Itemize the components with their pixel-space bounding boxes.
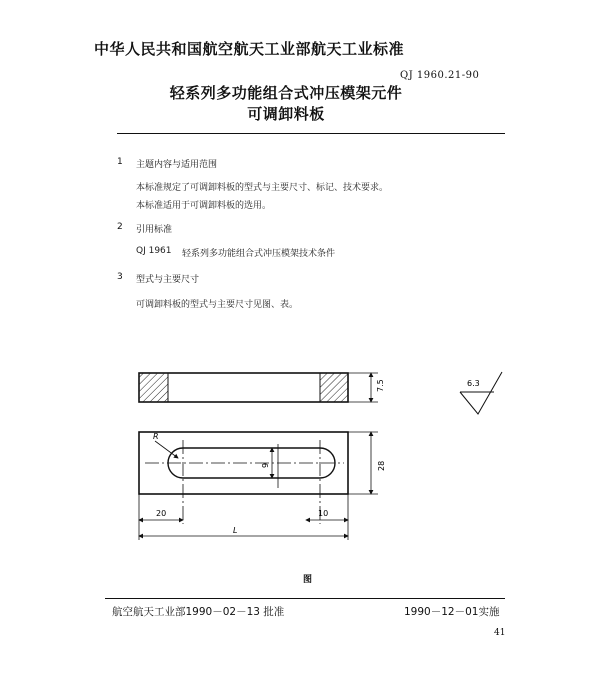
dim-left-offset: 20 xyxy=(156,509,167,518)
figure-caption: 图 xyxy=(303,575,313,585)
section-3-paragraph: 可调卸料板的型式与主要尺寸见图、表。 xyxy=(136,300,299,310)
reference-title: 轻系列多功能组合式冲压模架技术条件 xyxy=(182,249,336,259)
dim-right-offset: 10 xyxy=(318,509,329,518)
section-3-heading: 型式与主要尺寸 xyxy=(136,275,200,285)
approval-date: 航空航天工业部1990－02－13 批准 xyxy=(112,606,285,618)
roughness-value: 6.3 xyxy=(467,379,480,388)
dim-radius: R xyxy=(153,432,159,441)
section-1-paragraph: 本标准适用于可调卸料板的选用。 xyxy=(136,201,272,211)
issuing-organization: 中华人民共和国航空航天工业部航天工业标准 xyxy=(94,40,405,58)
document-title: 轻系列多功能组合式冲压模架元件 xyxy=(169,84,403,102)
section-1-heading: 主题内容与适用范围 xyxy=(136,160,218,170)
section-1-paragraph: 本标准规定了可调卸料板的型式与主要尺寸、标记、技术要求。 xyxy=(136,183,389,193)
side-view xyxy=(139,373,378,402)
dim-length: L xyxy=(233,526,238,535)
reference-code: QJ 1961 xyxy=(136,246,172,256)
page-number: 41 xyxy=(494,628,506,638)
footer-divider xyxy=(105,598,505,599)
dim-width: 28 xyxy=(377,460,386,471)
section-2-heading: 引用标准 xyxy=(136,225,173,235)
section-2-number: 2 xyxy=(117,222,123,232)
section-1-number: 1 xyxy=(117,157,123,167)
implementation-date: 1990－12－01实施 xyxy=(404,606,500,618)
section-3-number: 3 xyxy=(117,272,123,282)
dim-thickness: 7.5 xyxy=(376,379,385,392)
dim-slot-width: 9 xyxy=(261,462,270,468)
plan-view xyxy=(139,432,378,540)
standard-number: QJ 1960.21-90 xyxy=(400,70,480,81)
document-subtitle: 可调卸料板 xyxy=(247,105,325,123)
